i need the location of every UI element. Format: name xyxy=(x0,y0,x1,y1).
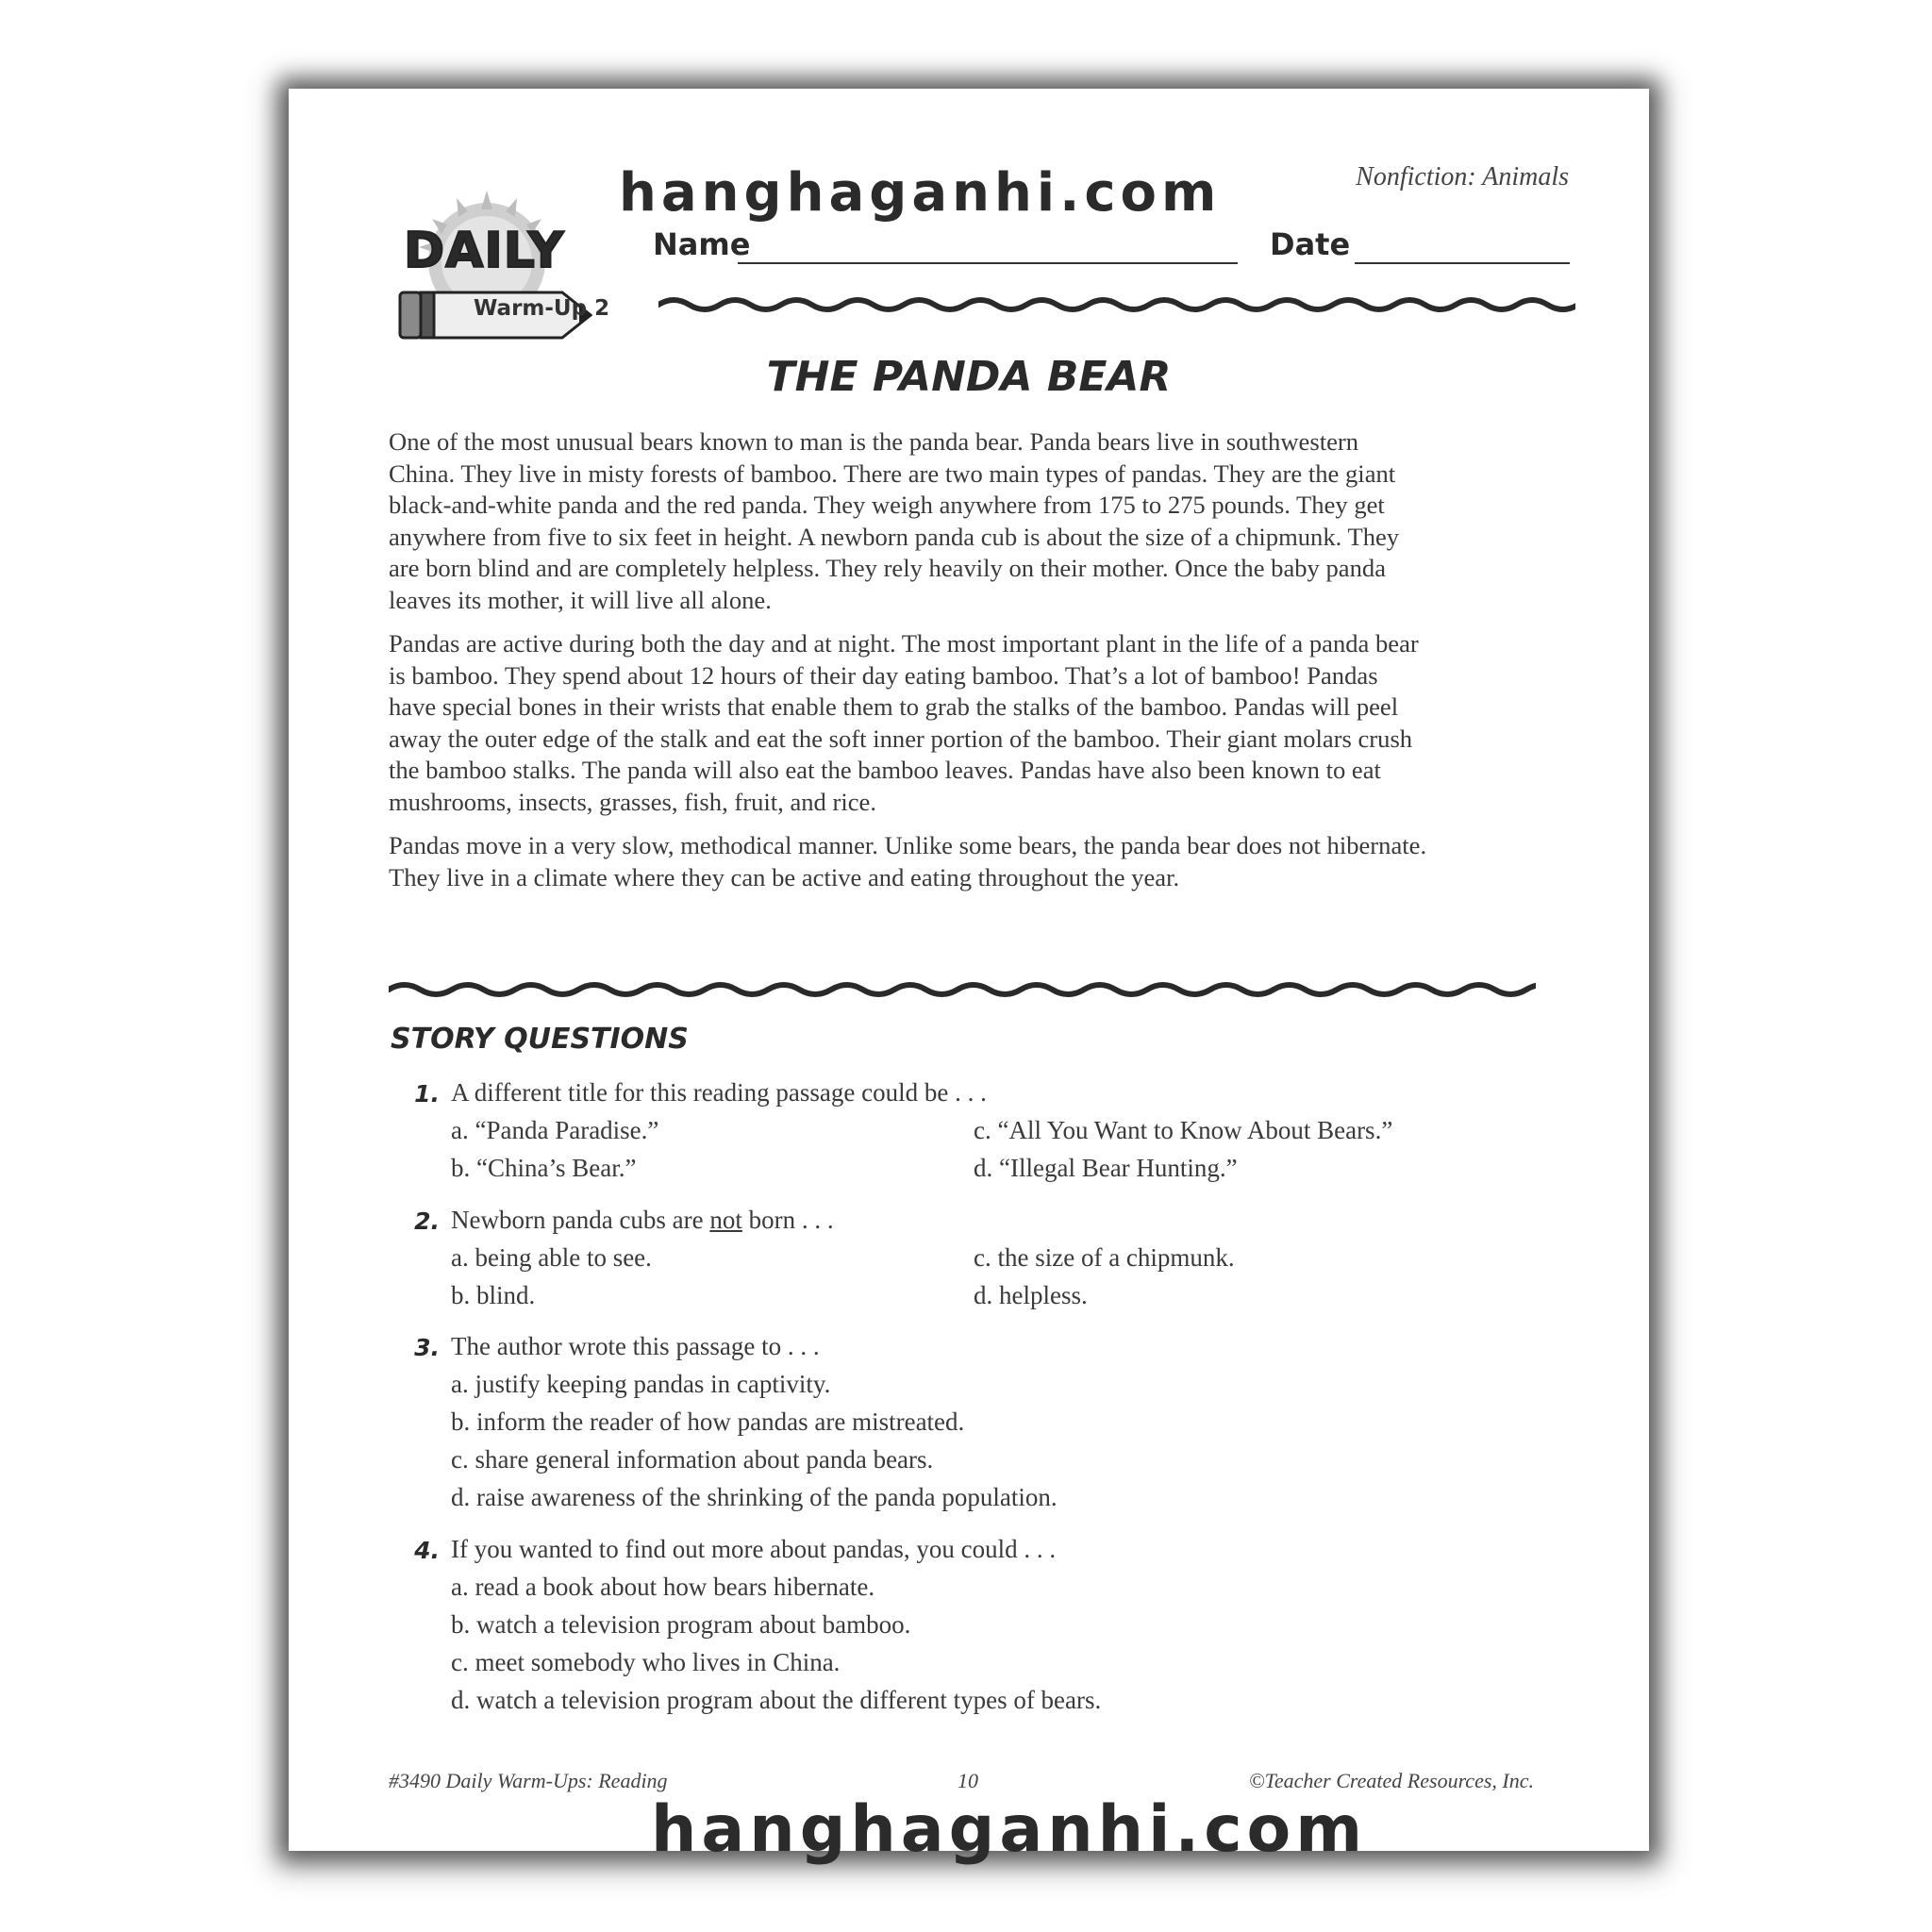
option-text: read a book about how bears hibernate. xyxy=(475,1573,875,1601)
option-letter: d. xyxy=(974,1281,993,1309)
option-text: “China’s Bear.” xyxy=(476,1154,637,1182)
question-2-number: 2. xyxy=(414,1208,440,1235)
passage-line: have special bones in their wrists that enable them to grab the stalks of the bamboo. Pandas will peel xyxy=(389,692,1399,721)
option-text: “Panda Paradise.” xyxy=(475,1116,659,1144)
question-4-text: If you wanted to find out more about pandas, you could . . . xyxy=(451,1535,1057,1563)
footer-book-title: #3490 Daily Warm-Ups: Reading xyxy=(389,1769,668,1792)
passage-line: mushrooms, insects, grasses, fish, fruit, and rice. xyxy=(389,787,877,816)
footer-copyright: ©Teacher Created Resources, Inc. xyxy=(1248,1769,1534,1792)
question-3-option-d[interactable] xyxy=(451,1483,1058,1512)
option-letter: b. xyxy=(451,1407,471,1436)
option-text: the size of a chipmunk. xyxy=(997,1243,1235,1272)
passage-line: is bamboo. They spend about 12 hours of their day eating bamboo. That’s a lot of bamboo! Pandas xyxy=(389,660,1378,690)
passage-line: away the outer edge of the stalk and eat the soft inner portion of the bamboo. Their giant molars crush xyxy=(389,724,1413,753)
question-4-number: 4. xyxy=(414,1537,440,1564)
option-letter: b. xyxy=(451,1154,471,1182)
passage-line: One of the most unusual bears known to man is the panda bear. Panda bears live in southwestern xyxy=(389,427,1359,456)
passage-line: are born blind and are completely helpless. They rely heavily on their mother. Once the baby panda xyxy=(389,554,1386,582)
option-letter: c. xyxy=(974,1116,991,1144)
question-3-option-a[interactable] xyxy=(451,1370,830,1399)
option-text: “Illegal Bear Hunting.” xyxy=(999,1154,1238,1182)
wavy-divider-middle xyxy=(389,975,1536,1004)
question-3-number: 3. xyxy=(414,1334,440,1361)
question-1-option-c[interactable] xyxy=(974,1116,1392,1145)
passage-paragraph-1 xyxy=(389,426,1535,616)
option-text: watch a television program about the different types of bears. xyxy=(476,1686,1102,1714)
wavy-divider-top xyxy=(658,291,1575,319)
question-2-underlined-word: not xyxy=(709,1206,742,1234)
passage-paragraph-2 xyxy=(389,628,1535,818)
option-letter: a. xyxy=(451,1116,469,1144)
option-letter: a. xyxy=(451,1370,469,1398)
date-label: Date xyxy=(1270,226,1351,262)
question-1-text: A different title for this reading passage could be . . . xyxy=(451,1078,987,1107)
option-text: watch a television program about bamboo. xyxy=(476,1610,911,1639)
question-1-number: 1. xyxy=(414,1080,440,1108)
passage-line: the bamboo stalks. The panda will also eat the bamboo leaves. Pandas have also been known to eat xyxy=(389,756,1381,784)
option-letter: d. xyxy=(451,1483,471,1511)
question-4-option-d[interactable] xyxy=(451,1686,1101,1715)
passage-line: Pandas are active during both the day and at night. The most important plant in the life of a panda bear xyxy=(389,629,1419,658)
question-2-text-after: born . . . xyxy=(741,1206,834,1234)
option-letter: a. xyxy=(451,1573,469,1601)
option-letter: c. xyxy=(451,1648,469,1676)
option-letter: b. xyxy=(451,1281,471,1309)
option-letter: d. xyxy=(451,1686,471,1714)
passage-line: anywhere from five to six feet in height. A newborn panda cub is about the size of a chipmunk. They xyxy=(389,522,1400,551)
option-letter: a. xyxy=(451,1243,469,1272)
story-questions-heading: STORY QUESTIONS xyxy=(391,1023,689,1056)
option-text: being able to see. xyxy=(475,1243,652,1272)
option-text: inform the reader of how pandas are mistreated. xyxy=(476,1407,965,1436)
option-text: blind. xyxy=(476,1281,536,1309)
passage-line: They live in a climate where they can be active and eating throughout the year. xyxy=(389,862,1180,891)
question-1-option-b[interactable] xyxy=(451,1154,636,1183)
name-field-line[interactable] xyxy=(738,262,1238,264)
option-letter: c. xyxy=(974,1243,991,1272)
question-3-option-c[interactable] xyxy=(451,1445,933,1474)
option-text: “All You Want to Know About Bears.” xyxy=(997,1116,1393,1144)
watermark-bottom: hanghaganhi.com xyxy=(651,1792,1368,1867)
watermark-top: hanghaganhi.com xyxy=(619,162,1222,224)
question-4-option-a[interactable] xyxy=(451,1573,874,1602)
question-4-option-b[interactable] xyxy=(451,1610,910,1640)
option-letter: b. xyxy=(451,1610,471,1639)
question-4-option-c[interactable] xyxy=(451,1648,840,1677)
passage-line: black-and-white panda and the red panda. They weigh anywhere from 175 to 275 pounds. They get xyxy=(389,491,1385,519)
passage-paragraph-3 xyxy=(389,830,1535,893)
option-text: helpless. xyxy=(999,1281,1088,1309)
logo-warmup-text: Warm-Up 2 xyxy=(474,296,610,321)
question-2-text-before: Newborn panda cubs are xyxy=(451,1206,710,1234)
name-label: Name xyxy=(653,226,751,262)
question-3-option-b[interactable] xyxy=(451,1407,964,1437)
option-letter: d. xyxy=(974,1154,993,1182)
question-1-option-d[interactable] xyxy=(974,1154,1238,1183)
date-field-line[interactable] xyxy=(1355,262,1570,264)
logo-daily-text: DAILY xyxy=(404,223,565,279)
question-3-text: The author wrote this passage to . . . xyxy=(451,1332,820,1360)
option-text: share general information about panda bears. xyxy=(475,1445,934,1474)
passage-line: leaves its mother, it will live all alone. xyxy=(389,585,772,614)
question-2-option-c[interactable] xyxy=(974,1243,1235,1273)
question-2-option-b[interactable] xyxy=(451,1281,535,1310)
passage-line: China. They live in misty forests of bamboo. There are two main types of pandas. They are the giant xyxy=(389,458,1396,488)
question-2-option-a[interactable] xyxy=(451,1243,652,1273)
question-1-option-a[interactable] xyxy=(451,1116,658,1145)
category-label: Nonfiction: Animals xyxy=(1356,162,1569,192)
footer-page-number: 10 xyxy=(958,1769,978,1792)
worksheet-page xyxy=(289,89,1649,1851)
question-2-text xyxy=(451,1206,834,1235)
option-text: raise awareness of the shrinking of the panda population. xyxy=(476,1483,1058,1511)
option-text: meet somebody who lives in China. xyxy=(475,1648,841,1676)
option-letter: c. xyxy=(451,1445,469,1474)
option-text: justify keeping pandas in captivity. xyxy=(475,1370,831,1398)
page-title: THE PANDA BEAR xyxy=(766,353,1172,401)
question-2-option-d[interactable] xyxy=(974,1281,1088,1310)
passage-line: Pandas move in a very slow, methodical manner. Unlike some bears, the panda bear does not hibernate. xyxy=(389,831,1427,859)
